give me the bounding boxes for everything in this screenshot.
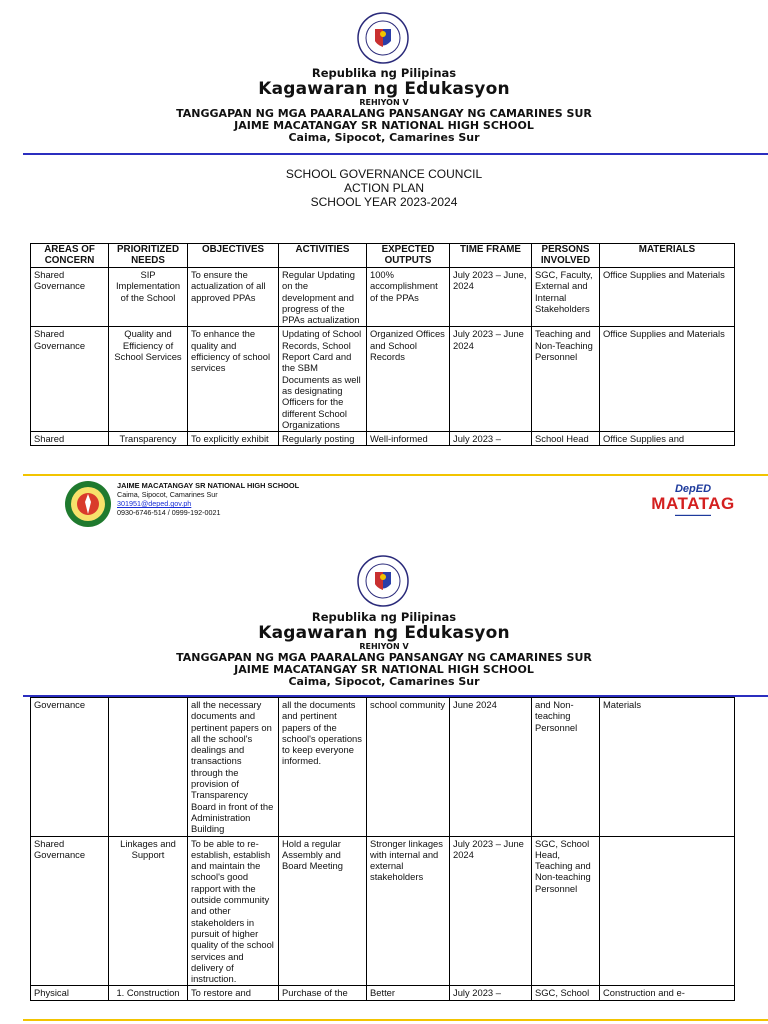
action-plan-table-page2 xyxy=(30,697,735,1001)
table-row xyxy=(31,698,735,837)
column-header: OBJECTIVES xyxy=(188,244,279,268)
school-name: JAIME MACATANGAY SR NATIONAL HIGH SCHOOL xyxy=(234,663,534,677)
table-cell: Office Supplies and Materials xyxy=(600,268,735,327)
table-cell: Hold a regular Assembly and Board Meeting xyxy=(279,836,367,986)
table-cell: Transparency xyxy=(109,432,188,446)
table-cell: To explicitly exhibit xyxy=(188,432,279,446)
table-cell: School Head xyxy=(532,432,600,446)
page2-letterhead xyxy=(0,611,768,689)
footer-address: Caima, Sipocot, Camarines Sur xyxy=(117,490,218,499)
table-cell: and Non-teaching Personnel xyxy=(532,698,600,837)
table-cell: Purchase of the xyxy=(279,986,367,1000)
table-cell: June 2024 xyxy=(450,698,532,837)
table-cell: To enhance the quality and efficiency of school services xyxy=(188,327,279,432)
deped-seal-icon xyxy=(357,555,409,607)
table-cell: July 2023 – June, 2024 xyxy=(450,268,532,327)
header-divider xyxy=(23,153,768,155)
table-row xyxy=(31,986,735,1000)
school-address: Caima, Sipocot, Camarines Sur xyxy=(288,675,480,689)
table-cell: To be able to re-establish, establish and maintain the school's good rapport with the outside community and other stakeholders in pursuit of higher quality of the school services and delivery of instruction. xyxy=(188,836,279,986)
school-address: Caima, Sipocot, Camarines Sur xyxy=(288,131,480,145)
table-cell: Regularly posting xyxy=(279,432,367,446)
footer-phones: 0930-6746-514 / 0999-192-0021 xyxy=(117,508,221,517)
table-cell xyxy=(109,698,188,837)
matatag-logo xyxy=(648,484,738,517)
table-cell: Teaching and Non-Teaching Personnel xyxy=(532,327,600,432)
table-cell: SGC, School xyxy=(532,986,600,1000)
table-cell: Office Supplies and xyxy=(600,432,735,446)
table-cell: Shared Governance xyxy=(31,836,109,986)
republic-label: Republika ng Pilipinas xyxy=(311,610,457,624)
column-header: EXPECTED OUTPUTS xyxy=(367,244,450,268)
deped-wordmark: DepED xyxy=(674,483,712,495)
table-cell: Materials xyxy=(600,698,735,837)
table-cell: Organized Offices and School Records xyxy=(367,327,450,432)
table-cell xyxy=(600,836,735,986)
action-plan-table-page1 xyxy=(30,243,735,446)
school-logo-icon xyxy=(64,480,112,528)
table-row xyxy=(31,327,735,432)
table-cell: To restore and xyxy=(188,986,279,1000)
table-cell: Shared Governance xyxy=(31,327,109,432)
division-name: TANGGAPAN NG MGA PAARALANG PANSANGAY NG CAMARINES SUR xyxy=(176,650,592,664)
table-cell: To ensure the actualization of all approved PPAs xyxy=(188,268,279,327)
republic-label: Republika ng Pilipinas xyxy=(311,66,457,80)
table-cell: Office Supplies and Materials xyxy=(600,327,735,432)
table-row xyxy=(31,836,735,986)
footer-contact xyxy=(117,481,299,517)
table-cell: Regular Updating on the development and progress of the PPAs actualization xyxy=(279,268,367,327)
division-name: TANGGAPAN NG MGA PAARALANG PANSANGAY NG CAMARINES SUR xyxy=(176,106,592,120)
table-cell: July 2023 – June 2024 xyxy=(450,836,532,986)
footer-divider xyxy=(23,474,768,476)
table-cell: Well-informed xyxy=(367,432,450,446)
column-header: ACTIVITIES xyxy=(279,244,367,268)
table-row xyxy=(31,268,735,327)
table-cell: July 2023 – xyxy=(450,432,532,446)
region-label: REHIYON V xyxy=(359,641,409,651)
department-name: Kagawaran ng Edukasyon xyxy=(258,78,510,99)
matatag-tagline-graphic: ▬▬▬▬▬▬▬▬▬ xyxy=(675,512,711,517)
document-title xyxy=(0,167,768,209)
matatag-wordmark: MATATAG xyxy=(651,494,735,513)
title-line-2: ACTION PLAN xyxy=(343,181,424,195)
title-line-3: SCHOOL YEAR 2023-2024 xyxy=(310,195,458,209)
table-cell: Better xyxy=(367,986,450,1000)
table-cell: Linkages and Support xyxy=(109,836,188,986)
table-cell: Shared xyxy=(31,432,109,446)
footer-email-link[interactable]: 301951@deped.gov.ph xyxy=(117,499,192,508)
table-cell: Quality and Efficiency of School Services xyxy=(109,327,188,432)
table-cell: Shared Governance xyxy=(31,268,109,327)
column-header: PRIORITIZED NEEDS xyxy=(109,244,188,268)
table-cell: 1. Construction xyxy=(109,986,188,1000)
table-cell: SGC, School Head, Teaching and Non-teaching Personnel xyxy=(532,836,600,986)
column-header: AREAS OF CONCERN xyxy=(31,244,109,268)
title-line-1: SCHOOL GOVERNANCE COUNCIL xyxy=(285,167,483,181)
table-cell: school community xyxy=(367,698,450,837)
column-header: PERSONS INVOLVED xyxy=(532,244,600,268)
deped-seal-icon xyxy=(357,12,409,64)
footer-school-name: JAIME MACATANGAY SR NATIONAL HIGH SCHOOL xyxy=(117,481,300,490)
table-cell: July 2023 – xyxy=(450,986,532,1000)
table-cell: Updating of School Records, School Report Card and the SBM Documents as well as designating Officers for the different School Organizations xyxy=(279,327,367,432)
table-cell: SGC, Faculty, External and Internal Stakeholders xyxy=(532,268,600,327)
table-cell: Governance xyxy=(31,698,109,837)
page1-letterhead xyxy=(0,67,768,145)
table-cell: Stronger linkages with internal and external stakeholders xyxy=(367,836,450,986)
table-cell: July 2023 – June 2024 xyxy=(450,327,532,432)
column-header: TIME FRAME xyxy=(450,244,532,268)
table-cell: 100% accomplishment of the PPAs xyxy=(367,268,450,327)
table-cell: all the necessary documents and pertinent papers on all the school's dealings and transactions through the provision of Transparency Board in front of the Administration Building xyxy=(188,698,279,837)
table-header-row xyxy=(31,244,735,268)
table-cell: Physical xyxy=(31,986,109,1000)
region-label: REHIYON V xyxy=(359,97,409,107)
page-footer xyxy=(0,480,768,530)
department-name: Kagawaran ng Edukasyon xyxy=(258,622,510,643)
school-name: JAIME MACATANGAY SR NATIONAL HIGH SCHOOL xyxy=(234,119,534,133)
footer-divider xyxy=(23,1019,768,1021)
table-row xyxy=(31,432,735,446)
table-cell: all the documents and pertinent papers of the school's operations to keep everyone informed. xyxy=(279,698,367,837)
table-cell: SIP Implementation of the School xyxy=(109,268,188,327)
table-cell: Construction and e- xyxy=(600,986,735,1000)
column-header: MATERIALS xyxy=(600,244,735,268)
